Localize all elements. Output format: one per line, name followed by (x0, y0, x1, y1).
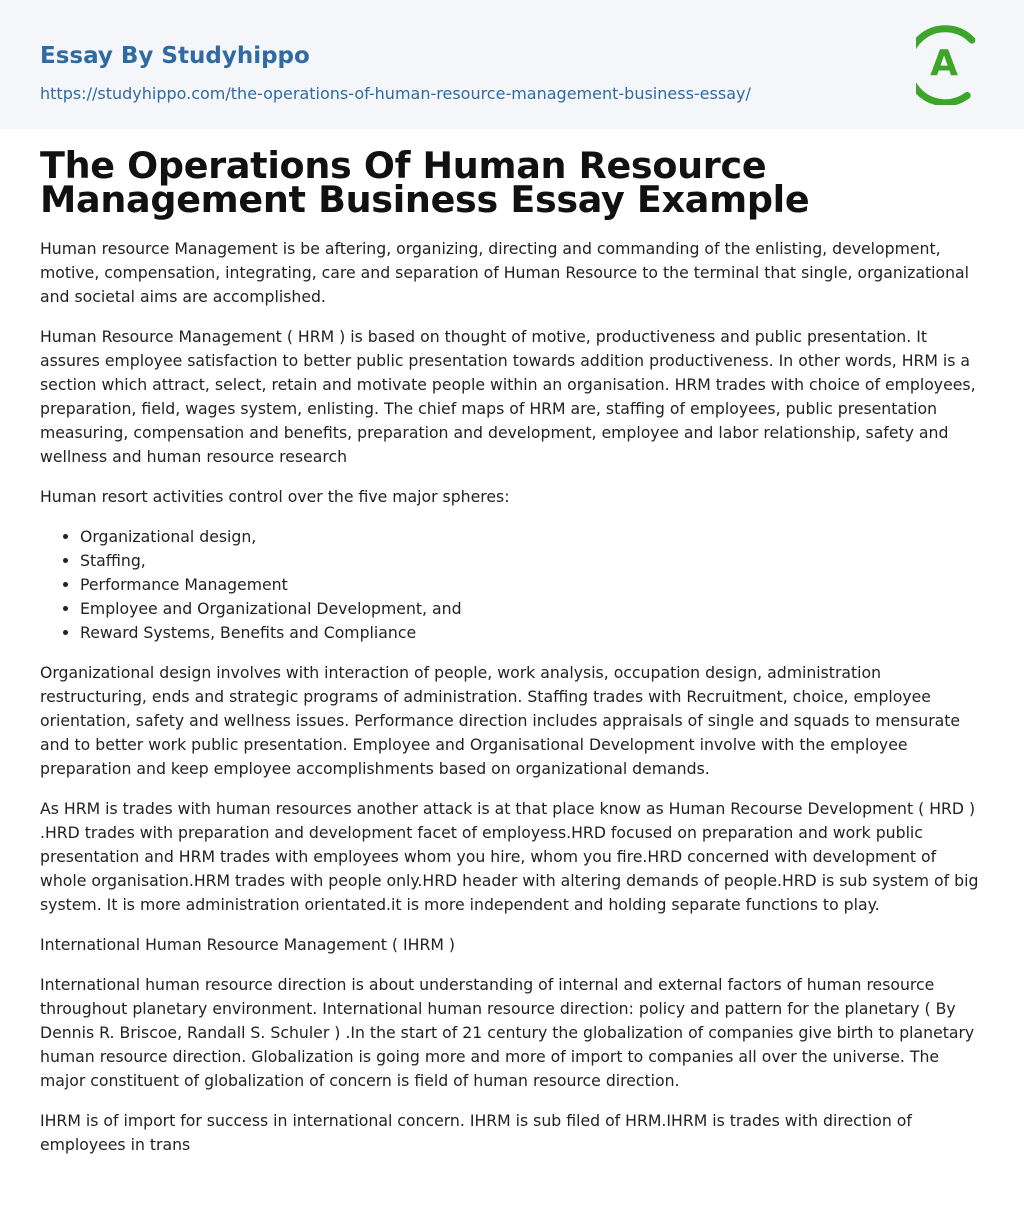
list-item: • Employee and Organizational Development, and (80, 597, 984, 621)
source-url-link[interactable]: https://studyhippo.com/the-operations-of-human-resource-management-business-essay/ (40, 84, 751, 103)
paragraph: Human resort activities control over the five major spheres: (40, 487, 510, 506)
paragraph: Organizational design involves with interaction of people, work analysis, occupation design, administration restructuring, ends and strategic programs of administration. Staffing trades with Recruitment, choice, employee orientation, safety and wellness issues. Performance direction includes appraisals of single and squads to mensurate and to better work public presentation. Employee and Organisational Development involve with the employee preparation and keep employee accomplishments based on organizational demands. (40, 663, 961, 778)
list-item: • Organizational design, (80, 525, 984, 549)
studyhippo-logo-icon[interactable] (916, 19, 986, 105)
logo-letter: A (930, 43, 958, 84)
list-item: • Reward Systems, Benefits and Compliance (80, 621, 984, 645)
paragraph: Human resource Management is be aftering, organizing, directing and commanding of the enlisting, development, motive, compensation, integrating, care and separation of Human Resource to the terminal that single, organizational and societal aims are accomplished. (40, 239, 970, 306)
list-item: • Staffing, (80, 549, 984, 573)
site-header (0, 0, 1024, 129)
paragraph: Human Resource Management ( HRM ) is based on thought of motive, productiveness and public presentation. It assures employee satisfaction to better public presentation towards addition productiveness. In other words, HRM is a section which attract, select, retain and motivate people within an organisation. HRM trades with choice of employees, preparation, field, wages system, enlisting. The chief maps of HRM are, staffing of employees, public presentation measuring, compensation and benefits, preparation and development, employee and labor relationship, safety and wellness and human resource research (40, 327, 976, 466)
article (0, 129, 1024, 1157)
paragraph: IHRM is of import for success in international concern. IHRM is sub filed of HRM.IHRM is trades with direction of employees in trans (40, 1111, 912, 1154)
site-brand[interactable]: Essay By Studyhippo (40, 43, 310, 69)
paragraph: As HRM is trades with human resources another attack is at that place know as Human Recourse Development ( HRD ) .HRD trades with preparation and development facet of employess.HRD focused on preparation and work public presentation and HRM trades with employees whom you hire, whom you fire.HRD concerned with development of whole organisation.HRM trades with people only.HRD header with altering demands of people.HRD is sub system of big system. It is more administration orientated.it is more independent and holding separate functions to play. (40, 799, 979, 914)
article-title: The Operations Of Human Resource Management Business Essay Example (40, 144, 810, 221)
list-item: • Performance Management (80, 573, 984, 597)
section-heading: International Human Resource Management ( IHRM ) (40, 935, 455, 954)
spheres-list (40, 525, 984, 645)
paragraph: International human resource direction is about understanding of internal and external factors of human resource throughout planetary environment. International human resource direction: policy and pattern for the planetary ( By Dennis R. Briscoe, Randall S. Schuler ) .In the start of 21 century the globalization of companies give birth to planetary human resource direction. Globalization is going more and more of import to companies all over the universe. The major constituent of globalization of concern is field of human resource direction. (40, 975, 975, 1090)
